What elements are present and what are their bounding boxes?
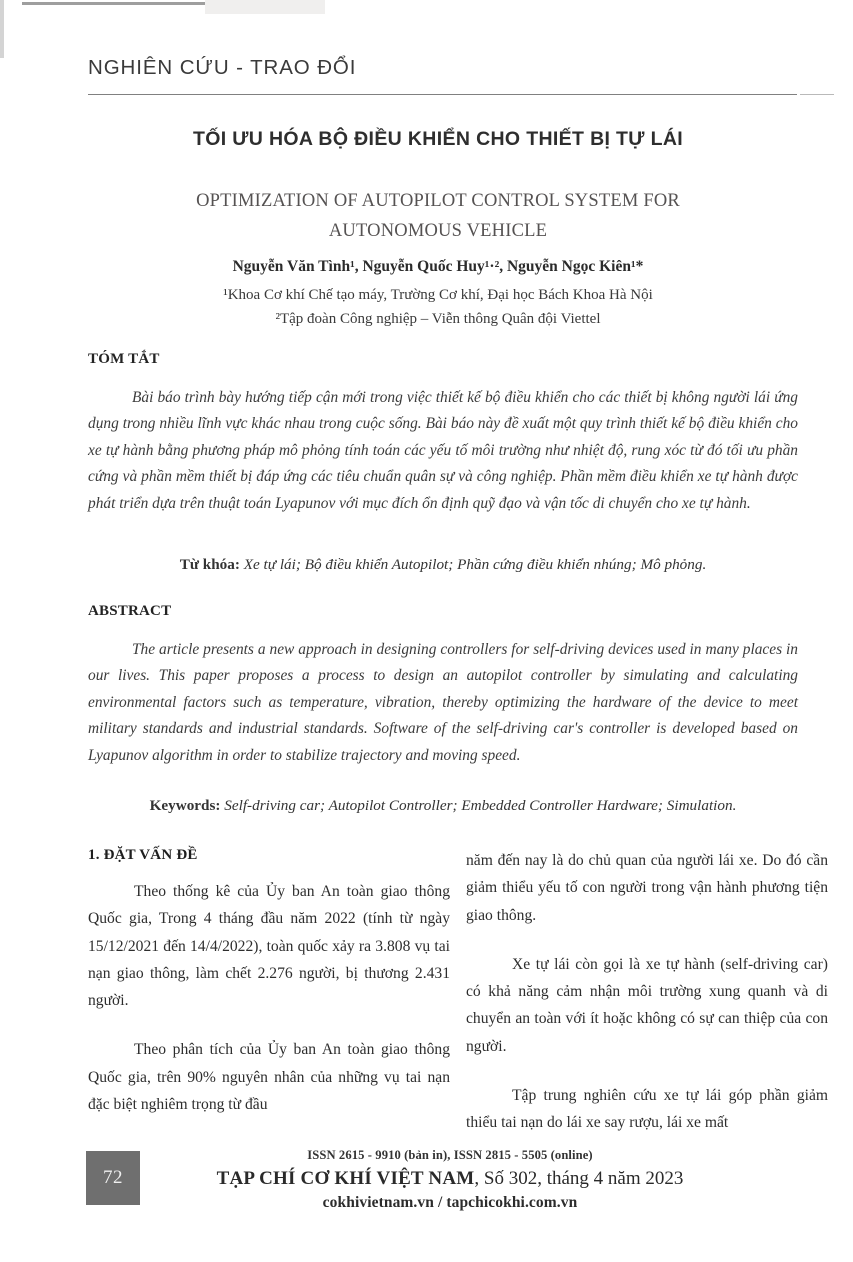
page-title-english: [108, 186, 768, 246]
running-head: NGHIÊN CỨU - TRAO ĐỔI: [88, 56, 357, 79]
affiliation-1: ¹Khoa Cơ khí Chế tạo máy, Trường Cơ khí, Đại học Bách Khoa Hà Nội: [223, 287, 653, 303]
keywords-vietnamese: [88, 556, 798, 574]
paragraph: năm đến nay là do chủ quan của người lái xe. Do đó cần giảm thiểu yếu tố con người trong vận hành phương tiện giao thông.: [466, 852, 828, 924]
abstract-english-body: The article presents a new approach in designing controllers for self-driving devices used in many places in our lives. This paper proposes a process to design an autopilot controller by simulating and calculating environmental factors such as temperature, vibration, thereby optimizing the hardware of the device to meet military standards and industrial standards. Software of the self-driving car's controller is developed based on Lyapunov algorithm in order to stabilize trajectory and moving speed.: [88, 641, 798, 764]
footer-divider: [88, 1132, 797, 1133]
body-column-left: [88, 878, 450, 1140]
paragraph: Theo thống kê của Ủy ban An toàn giao thông Quốc gia, Trong 4 tháng đầu năm 2022 (tính từ ngày 15/12/2021 đến 14/4/2022), toàn quốc xảy ra 3.808 vụ tai nạn giao thông, làm chết 2.276 người, bị thương 2.431 người.: [88, 883, 450, 1010]
footer-journal-line: [150, 1168, 750, 1190]
scan-artifact-smudge: [205, 0, 325, 14]
keywords-english: [88, 797, 798, 815]
section-heading-1: 1. ĐẶT VẤN ĐỀ: [88, 847, 198, 863]
author-list: Nguyễn Văn Tình¹, Nguyễn Quốc Huy¹·², Nguyễn Ngọc Kiên¹*: [232, 258, 644, 275]
paragraph: Tập trung nghiên cứu xe tự lái góp phần giảm thiểu tai nạn do lái xe say rượu, lái xe mất: [466, 1087, 828, 1132]
body-column-right: [466, 847, 828, 1159]
paragraph: Xe tự lái còn gọi là xe tự hành (self-driving car) có khả năng cảm nhận môi trường xung quanh và di chuyển an toàn với ít hoặc không có sự can thiệp của con người.: [466, 955, 828, 1055]
title-english-line-1: OPTIMIZATION OF AUTOPILOT CONTROL SYSTEM FOR: [196, 191, 680, 211]
affiliation-2: ²Tập đoàn Công nghiệp – Viễn thông Quân đội Viettel: [275, 311, 601, 327]
footer-issn: ISSN 2615 - 9910 (bản in), ISSN 2815 - 5505 (online): [307, 1148, 593, 1162]
footer-journal-issue: , Số 302, tháng 4 năm 2023: [474, 1168, 684, 1189]
footer-journal-name: TẠP CHÍ CƠ KHÍ VIỆT NAM: [216, 1168, 475, 1189]
paragraph: Theo phân tích của Ủy ban An toàn giao thông Quốc gia, trên 90% nguyên nhân của những vụ tai nạn đặc biệt nghiêm trọng từ đầu: [88, 1041, 450, 1114]
affiliations: [88, 283, 788, 331]
title-english-line-2: AUTONOMOUS VEHICLE: [328, 221, 548, 241]
keywords-vietnamese-text: Xe tự lái; Bộ điều khiển Autopilot; Phần cứng điều khiển nhúng; Mô phỏng.: [243, 556, 707, 573]
footer: [150, 1148, 750, 1212]
abstract-english-label: ABSTRACT: [88, 603, 172, 619]
scan-artifact-left: [0, 0, 4, 58]
footer-website: cokhivietnam.vn / tapchicokhi.com.vn: [322, 1194, 578, 1211]
keywords-english-text: Self-driving car; Autopilot Controller; Embedded Controller Hardware; Simulation.: [224, 797, 737, 814]
header-divider-tail: [800, 94, 834, 95]
header-divider: [88, 94, 797, 95]
abstract-vietnamese-label: TÓM TẮT: [88, 351, 160, 367]
keywords-vietnamese-label: Từ khóa:: [179, 556, 240, 573]
page-title-vietnamese: TỐI ƯU HÓA BỘ ĐIỀU KHIỂN CHO THIẾT BỊ TỰ LÁI: [192, 128, 684, 150]
abstract-vietnamese-body: Bài báo trình bày hướng tiếp cận mới trong việc thiết kế bộ điều khiển cho các thiết bị không người lái ứng dụng trong nhiều lĩnh vực khác nhau trong cuộc sống. Bài báo này đề xuất một quy trình thiết kế bộ điều khiển cho xe tự hành bằng phương pháp mô phỏng tính toán các yếu tố môi trường như nhiệt độ, rung xóc từ đó tối ưu phần cứng và phần mềm thiết bị đáp ứng các tiêu chuẩn quân sự và công nghiệp. Phần mềm điều khiển xe tự hành được phát triển dựa trên thuật toán Lyapunov với mục đích ổn định quỹ đạo và vận tốc di chuyển cho xe tự hành.: [88, 389, 798, 512]
page-number-badge: 72: [86, 1151, 140, 1205]
keywords-english-label: Keywords:: [149, 797, 221, 814]
